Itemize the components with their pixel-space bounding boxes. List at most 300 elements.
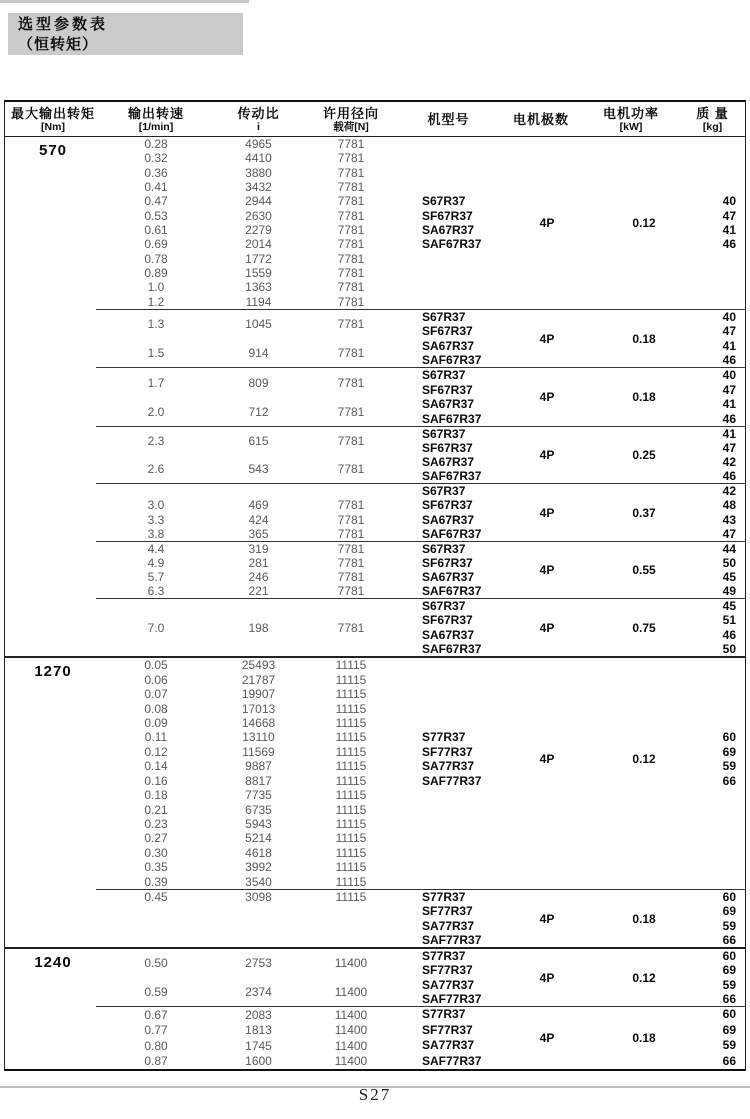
poles-column <box>501 658 581 889</box>
motor-power-cell: 0.12 <box>632 215 656 230</box>
output-speed-cell: 1.2 <box>147 294 165 309</box>
radial-load-cell: 7781 <box>337 251 365 266</box>
model-number-cell: S77R37 <box>422 730 466 745</box>
model-column <box>396 310 501 367</box>
radial-load-cell: 11400 <box>334 956 368 971</box>
transmission-ratio-cell: 319 <box>248 542 269 556</box>
output-speed-cell: 2.6 <box>147 462 165 476</box>
mass-column <box>681 137 744 309</box>
mass-cell: 51 <box>722 613 736 628</box>
radial-load-cell: 11400 <box>334 1007 368 1022</box>
transmission-ratio-cell: 281 <box>248 556 269 570</box>
poles-column <box>501 427 581 483</box>
transmission-ratio-cell: 1745 <box>245 1038 272 1053</box>
output-speed-cell: 0.23 <box>144 817 168 832</box>
output-speed-cell: 1.3 <box>147 317 165 332</box>
output-speed-cell: 0.08 <box>144 701 168 716</box>
model-number-cell: SA67R37 <box>422 455 475 469</box>
mass-cell: 47 <box>722 208 736 223</box>
model-number-cell: S67R37 <box>422 484 466 498</box>
radial-load-cell <box>306 904 396 947</box>
radial-load-cell: 7781 <box>337 404 365 419</box>
output-speed-cell <box>101 904 211 947</box>
motor-power-cell: 0.12 <box>632 752 656 767</box>
output-speed-cell: 0.47 <box>144 194 168 209</box>
radial-load-cell: 11115 <box>335 744 367 759</box>
poles-column <box>501 137 581 309</box>
output-speed-cell: 1.0 <box>147 280 165 295</box>
model-number-cell: SF77R37 <box>422 744 473 759</box>
ratio-column <box>211 137 306 309</box>
model-number-cell: SA67R37 <box>422 222 475 237</box>
transmission-ratio-cell: 3098 <box>245 890 272 905</box>
model-number-cell: SA77R37 <box>422 759 475 774</box>
radial-load-cell: 7781 <box>337 620 365 635</box>
transmission-ratio-cell: 14668 <box>241 715 276 730</box>
transmission-ratio-cell: 2083 <box>245 1007 272 1022</box>
output-speed-cell: 5.7 <box>147 570 165 584</box>
header-max-output-torque: 最大输出转矩 [Nm] <box>10 105 95 133</box>
model-column <box>396 427 501 483</box>
transmission-ratio-cell: 17013 <box>241 701 276 716</box>
transmission-ratio-cell: 198 <box>248 620 269 635</box>
output-speed-cell: 4.9 <box>147 556 165 570</box>
torque-column-spacer <box>5 427 101 483</box>
radial-load-cell: 11115 <box>335 890 367 905</box>
ratio-block <box>5 949 745 1006</box>
model-number-cell: S77R37 <box>422 1007 466 1021</box>
model-column <box>396 542 501 598</box>
transmission-ratio-cell: 4618 <box>245 845 272 860</box>
mass-cell: 46 <box>722 627 736 642</box>
mass-column <box>681 310 744 367</box>
mass-cell: 69 <box>722 1022 736 1037</box>
output-speed-cell: 6.3 <box>147 584 165 598</box>
radial-load-cell: 7781 <box>337 434 365 448</box>
header-motor-power: 电机功率 [kW] <box>602 105 659 133</box>
speed-column <box>101 599 211 656</box>
ratio-block <box>5 484 745 541</box>
transmission-ratio-cell: 5943 <box>245 817 272 832</box>
ratio-column <box>211 310 306 367</box>
mass-column <box>681 427 744 483</box>
mass-cell: 60 <box>722 730 736 745</box>
mass-cell: 66 <box>722 773 736 788</box>
ratio-column <box>211 427 306 483</box>
transmission-ratio-cell: 2753 <box>245 956 272 971</box>
model-number-cell: SF67R37 <box>422 498 473 513</box>
output-speed-cell: 0.27 <box>144 831 168 846</box>
mass-cell: 59 <box>722 918 736 933</box>
speed-column <box>101 427 211 483</box>
mass-cell: 42 <box>722 455 736 469</box>
model-number-cell: S67R37 <box>422 427 466 441</box>
transmission-ratio-cell: 365 <box>248 526 269 541</box>
transmission-ratio-cell: 2374 <box>245 984 272 999</box>
transmission-ratio-cell <box>211 904 306 947</box>
model-number-cell: SF77R37 <box>422 963 473 978</box>
transmission-ratio-cell: 469 <box>248 498 269 513</box>
model-number-cell: SAF77R37 <box>422 991 482 1006</box>
torque-column-spacer <box>5 1007 101 1069</box>
header-permissible-radial-load: 许用径向 载荷[N] <box>322 105 379 133</box>
mass-cell: 40 <box>722 310 736 324</box>
output-speed-cell: 0.09 <box>144 715 168 730</box>
output-speed-cell: 0.12 <box>144 744 168 759</box>
motor-power-cell: 0.55 <box>632 563 656 577</box>
transmission-ratio-cell: 1194 <box>245 294 272 309</box>
poles-column <box>501 368 581 426</box>
output-speed-cell: 0.21 <box>144 802 168 817</box>
model-number-cell: SA67R37 <box>422 397 475 411</box>
model-number-cell: SAF67R37 <box>422 237 482 252</box>
model-number-cell: SAF67R37 <box>422 469 482 483</box>
motor-poles-cell: 4P <box>539 970 555 985</box>
transmission-ratio-cell: 6735 <box>245 802 272 817</box>
output-speed-cell: 0.87 <box>144 1054 168 1069</box>
transmission-ratio-cell: 8817 <box>245 773 272 788</box>
speed-column <box>101 890 211 947</box>
torque-column-spacer <box>5 599 101 656</box>
model-number-cell: SA67R37 <box>422 570 475 584</box>
radial-load-cell: 7781 <box>337 137 365 152</box>
mass-cell: 66 <box>722 932 736 947</box>
radial-load-cell: 11115 <box>335 658 367 673</box>
output-speed-cell: 0.53 <box>144 208 168 223</box>
radial-load-cell <box>306 484 396 498</box>
transmission-ratio-cell: 21787 <box>241 672 276 687</box>
model-column <box>396 484 501 541</box>
mass-cell: 42 <box>722 484 736 498</box>
output-speed-cell: 3.8 <box>147 526 165 541</box>
motor-power-cell: 0.25 <box>632 448 656 462</box>
mass-cell: 47 <box>722 441 736 455</box>
torque-value: 1270 <box>34 663 72 680</box>
model-number-cell: SA67R37 <box>422 512 475 527</box>
ratio-column <box>211 368 306 426</box>
load-column <box>306 484 396 541</box>
radial-load-cell: 7781 <box>337 294 365 309</box>
mass-cell: 46 <box>722 411 736 426</box>
torque-column-spacer <box>5 890 101 947</box>
transmission-ratio-cell: 2014 <box>245 237 272 252</box>
table-header-row <box>5 102 745 137</box>
load-column <box>306 137 396 309</box>
load-column <box>306 599 396 656</box>
transmission-ratio-cell <box>211 484 306 498</box>
power-column <box>581 427 681 483</box>
output-speed-cell: 3.3 <box>147 512 165 527</box>
transmission-ratio-cell: 1813 <box>245 1023 272 1038</box>
transmission-ratio-cell: 1772 <box>245 251 272 266</box>
output-speed-cell: 0.78 <box>144 251 168 266</box>
model-number-cell: SF67R37 <box>422 613 473 628</box>
ratio-block <box>5 890 745 947</box>
radial-load-cell: 11115 <box>335 687 367 702</box>
transmission-ratio-cell: 615 <box>248 434 269 448</box>
power-column <box>581 890 681 947</box>
transmission-ratio-cell: 1559 <box>245 266 272 281</box>
transmission-ratio-cell: 13110 <box>242 730 275 745</box>
model-number-cell: S67R37 <box>422 310 466 324</box>
mass-cell: 69 <box>722 744 736 759</box>
radial-load-cell: 11115 <box>335 802 367 817</box>
header-output-speed: 输出转速 [1/min] <box>127 105 184 133</box>
output-speed-cell: 0.61 <box>144 223 168 238</box>
transmission-ratio-cell: 1045 <box>245 317 272 332</box>
radial-load-cell: 7781 <box>337 526 365 541</box>
mass-cell: 47 <box>722 324 736 339</box>
transmission-ratio-cell: 11569 <box>242 744 275 759</box>
speed-column <box>101 368 211 426</box>
torque-column-spacer <box>5 368 101 426</box>
ratio-block <box>5 427 745 483</box>
poles-column <box>501 949 581 1006</box>
page-title: 选型参数表 <box>18 16 109 33</box>
load-column <box>306 310 396 367</box>
torque-column-spacer <box>5 542 101 598</box>
radial-load-cell: 7781 <box>337 317 365 332</box>
model-number-cell: SA67R37 <box>422 338 475 353</box>
output-speed-cell: 0.80 <box>144 1038 168 1053</box>
output-speed-cell: 0.89 <box>144 266 168 281</box>
ratio-block <box>5 368 745 426</box>
radial-load-cell: 11115 <box>335 773 367 788</box>
motor-poles-cell: 4P <box>539 620 555 635</box>
model-number-cell: S77R37 <box>422 949 466 963</box>
torque-column-spacer <box>5 658 101 889</box>
transmission-ratio-cell: 3540 <box>245 874 272 889</box>
page-subtitle: （恒转矩） <box>18 36 99 53</box>
mass-cell: 45 <box>722 570 736 584</box>
motor-power-cell: 0.18 <box>632 331 656 346</box>
mass-cell: 46 <box>722 237 736 252</box>
radial-load-cell: 7781 <box>337 165 365 180</box>
transmission-ratio-cell: 712 <box>248 404 269 419</box>
mass-cell: 40 <box>722 194 736 209</box>
mass-cell: 69 <box>722 963 736 978</box>
output-speed-cell: 2.0 <box>147 404 165 419</box>
output-speed-cell: 0.11 <box>144 730 168 745</box>
torque-column-spacer <box>5 310 101 367</box>
header-motor-poles: 电机极数 <box>512 111 569 127</box>
speed-column <box>101 658 211 889</box>
poles-column <box>501 599 581 656</box>
mass-cell: 41 <box>722 427 736 441</box>
torque-value: 570 <box>38 142 68 159</box>
torque-section <box>5 949 745 1069</box>
radial-load-cell: 11400 <box>334 1038 368 1053</box>
model-number-cell: SF67R37 <box>422 556 473 570</box>
output-speed-cell: 1.7 <box>147 375 165 390</box>
model-number-cell: S67R37 <box>422 542 466 556</box>
output-speed-cell: 0.69 <box>144 237 168 252</box>
speed-column <box>101 1007 211 1069</box>
model-number-cell: SF67R37 <box>422 324 473 339</box>
poles-column <box>501 1007 581 1069</box>
mass-column <box>681 368 744 426</box>
output-speed-cell: 2.3 <box>147 434 165 448</box>
mass-column <box>681 484 744 541</box>
radial-load-cell: 11115 <box>335 701 367 716</box>
model-number-cell: S67R37 <box>422 368 466 382</box>
radial-load-cell: 11400 <box>334 1054 368 1069</box>
output-speed-cell: 0.07 <box>144 687 168 702</box>
ratio-block <box>5 137 745 309</box>
radial-load-cell: 11115 <box>335 860 367 875</box>
radial-load-cell: 11115 <box>335 831 367 846</box>
mass-cell: 66 <box>722 1053 736 1068</box>
ratio-column <box>211 599 306 656</box>
speed-column <box>101 484 211 541</box>
model-number-cell: SAF67R37 <box>422 584 482 598</box>
ratio-block <box>5 310 745 367</box>
power-column <box>581 542 681 598</box>
motor-poles-cell: 4P <box>539 1031 555 1045</box>
output-speed-cell: 0.16 <box>144 773 168 788</box>
load-column <box>306 1007 396 1069</box>
radial-load-cell: 7781 <box>337 180 365 195</box>
ratio-column <box>211 658 306 889</box>
model-number-cell: SAF77R37 <box>422 1053 482 1068</box>
mass-column <box>681 658 744 889</box>
mass-cell: 59 <box>722 977 736 992</box>
poles-column <box>501 484 581 541</box>
output-speed-cell: 0.05 <box>144 658 168 673</box>
mass-column <box>681 1007 744 1069</box>
mass-cell: 44 <box>722 542 736 556</box>
ratio-column <box>211 542 306 598</box>
output-speed-cell: 0.18 <box>144 788 168 803</box>
model-number-cell: SAF67R37 <box>422 411 482 426</box>
mass-cell: 50 <box>722 556 736 570</box>
mass-cell: 59 <box>722 1038 736 1052</box>
ratio-column <box>211 890 306 947</box>
top-gray-bar <box>0 0 249 3</box>
radial-load-cell: 7781 <box>337 280 365 295</box>
model-number-cell: SA77R37 <box>422 1038 475 1052</box>
motor-power-cell: 0.18 <box>632 1031 656 1045</box>
mass-cell: 60 <box>722 890 736 904</box>
radial-load-cell: 11115 <box>335 788 367 803</box>
torque-value: 1240 <box>34 954 72 971</box>
radial-load-cell: 11400 <box>334 984 368 999</box>
radial-load-cell: 7781 <box>337 345 365 360</box>
radial-load-cell: 11115 <box>335 845 367 860</box>
speed-column <box>101 949 211 1006</box>
speed-column <box>101 310 211 367</box>
mass-cell: 50 <box>722 641 736 656</box>
mass-cell: 47 <box>722 526 736 541</box>
radial-load-cell: 7781 <box>337 208 365 223</box>
transmission-ratio-cell: 914 <box>248 345 269 360</box>
header-model-number: 机型号 <box>427 111 470 127</box>
ratio-block <box>5 658 745 889</box>
output-speed-cell: 0.59 <box>144 984 168 999</box>
ratio-column <box>211 484 306 541</box>
motor-poles-cell: 4P <box>539 752 555 767</box>
transmission-ratio-cell: 543 <box>248 462 269 476</box>
model-number-cell: SA77R37 <box>422 918 475 933</box>
model-number-cell: SA67R37 <box>422 627 475 642</box>
ratio-block <box>5 542 745 598</box>
transmission-ratio-cell: 221 <box>248 584 269 598</box>
power-column <box>581 137 681 309</box>
output-speed-cell: 0.41 <box>144 180 168 195</box>
torque-column-spacer <box>5 484 101 541</box>
load-column <box>306 890 396 947</box>
radial-load-cell: 7781 <box>337 375 365 390</box>
transmission-ratio-cell: 3432 <box>245 180 272 195</box>
load-column <box>306 542 396 598</box>
output-speed-cell: 0.67 <box>144 1007 168 1022</box>
radial-load-cell: 11115 <box>335 715 367 730</box>
power-column <box>581 368 681 426</box>
speed-column <box>101 137 211 309</box>
mass-cell: 46 <box>722 469 736 483</box>
model-column <box>396 137 501 309</box>
mass-column <box>681 599 744 656</box>
transmission-ratio-cell: 19907 <box>241 687 276 702</box>
radial-load-cell: 7781 <box>337 570 365 584</box>
mass-cell: 66 <box>722 991 736 1006</box>
mass-cell: 41 <box>722 222 736 237</box>
radial-load-cell: 7781 <box>337 266 365 281</box>
motor-poles-cell: 4P <box>539 390 555 404</box>
mass-cell: 47 <box>722 382 736 397</box>
mass-cell: 45 <box>722 599 736 613</box>
model-column <box>396 949 501 1006</box>
load-column <box>306 427 396 483</box>
radial-load-cell: 7781 <box>337 237 365 252</box>
transmission-ratio-cell: 7735 <box>245 788 272 803</box>
transmission-ratio-cell: 25493 <box>241 658 276 673</box>
poles-column <box>501 310 581 367</box>
radial-load-cell: 7781 <box>337 223 365 238</box>
header-mass: 质 量 [kg] <box>696 105 729 133</box>
selection-parameter-table <box>4 100 746 1071</box>
poles-column <box>501 542 581 598</box>
power-column <box>581 310 681 367</box>
model-column <box>396 599 501 656</box>
model-number-cell: S67R37 <box>422 599 466 613</box>
mass-column <box>681 949 744 1006</box>
mass-column <box>681 542 744 598</box>
model-column <box>396 368 501 426</box>
output-speed-cell: 0.45 <box>144 890 168 905</box>
transmission-ratio-cell: 246 <box>248 570 269 584</box>
transmission-ratio-cell: 5214 <box>245 831 272 846</box>
radial-load-cell: 11115 <box>335 759 367 774</box>
model-number-cell: SAF67R37 <box>422 352 482 367</box>
output-speed-cell: 0.06 <box>144 672 168 687</box>
radial-load-cell: 11115 <box>335 874 367 889</box>
torque-column-spacer <box>5 137 101 309</box>
model-column <box>396 658 501 889</box>
ratio-column <box>211 949 306 1006</box>
model-number-cell: SF67R37 <box>422 382 473 397</box>
transmission-ratio-cell: 2279 <box>245 223 272 238</box>
output-speed-cell: 0.36 <box>144 165 168 180</box>
mass-cell: 60 <box>722 949 736 963</box>
output-speed-cell: 7.0 <box>147 620 165 635</box>
power-column <box>581 658 681 889</box>
load-column <box>306 368 396 426</box>
load-column <box>306 949 396 1006</box>
torque-section <box>5 137 745 656</box>
output-speed-cell: 0.77 <box>144 1023 168 1038</box>
motor-poles-cell: 4P <box>539 331 555 346</box>
